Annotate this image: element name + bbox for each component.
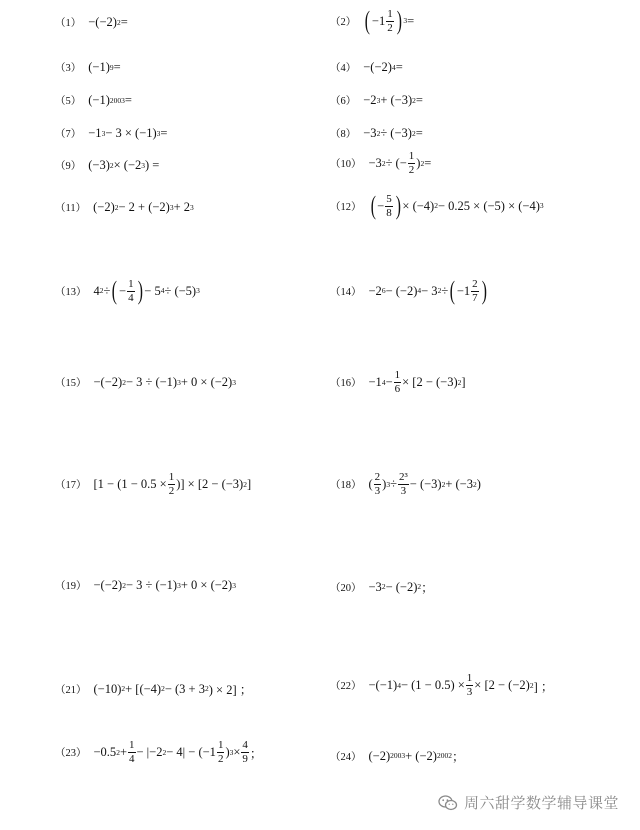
problem-23: （23） −0.5 2 + $\frac{1}{4}$ − |−2 2 − 4| − (−1 $\frac{1}{2}$ ) 3 × $\frac{4}{9}$ ；	[55, 739, 263, 765]
problem-number: （6）	[330, 96, 357, 107]
problem-8: （8） −3 2 ÷ (−3) 2 =	[330, 126, 423, 140]
problem-9: （9） (−3) 2 × (−2 3 ) =	[55, 158, 160, 172]
problem-number: （20）	[330, 582, 362, 594]
problem-18: （18） ( $\frac{2}{3}$ ) 3 ÷ $\frac{\text{2³}}{3}$ − (−3) 2 + (−3 2 )	[330, 471, 481, 497]
problem-number: （10）	[330, 159, 362, 170]
problem-7: （7） −1 3 − 3 × (−1) 3 =	[55, 126, 168, 140]
problem-3: （3） (−1) 9 =	[55, 60, 121, 74]
problem-15: （15） −(−2) 2 − 3 ÷ (−1) 3 + 0 × (−2) 3	[55, 375, 236, 389]
problem-number: （4）	[330, 63, 357, 74]
problem-21: （21） (−10) 2 + [(−4) 2 − (3 + 3 2 ) × 2] ；	[55, 681, 253, 697]
problem-number: （5）	[55, 96, 82, 107]
problem-10: （10） −3 2 ÷ (− $\frac{1}{2}$ ) 2 =	[330, 150, 432, 176]
problem-number: （7）	[55, 129, 82, 140]
problem-number: （23）	[55, 748, 87, 759]
problem-number: （19）	[55, 581, 87, 592]
problem-number: （2）	[330, 16, 357, 28]
problem-19: （19） −(−2) 2 − 3 ÷ (−1) 3 + 0 × (−2) 3	[55, 578, 236, 592]
problem-20: （20） −3 2 − (−2) 2 ；	[330, 579, 434, 595]
problem-22: （22） −(−1) 4 − (1 − 0.5) × $\frac{1}{3}$ × [2 − (−2) 2 ] ；	[330, 672, 554, 698]
problem-12: （12） ( − $\frac{5}{8}$ ) × (−4) 2 − 0.25 × (−5) × (−4) 3	[330, 191, 544, 220]
problem-number: （21）	[55, 684, 87, 696]
problem-2: （2） ( −1 $\frac{1}{2}$ ) 3 =	[330, 6, 415, 35]
problem-number: （13）	[55, 286, 87, 298]
problem-5: （5） (−1) 2003 =	[55, 93, 132, 107]
problem-number: （22）	[330, 681, 362, 692]
problem-number: （12）	[330, 201, 362, 213]
problem-11: （11） (−2) 2 − 2 + (−2) 3 + 2 3	[55, 200, 194, 214]
wechat-icon	[438, 795, 458, 811]
problem-number: （15）	[55, 378, 87, 389]
problem-number: （8）	[330, 129, 357, 140]
problem-number: （11）	[55, 203, 87, 214]
problem-1: （1） −(−2) 2 =	[55, 15, 128, 29]
problem-number: （3）	[55, 63, 82, 74]
problem-24: （24） (−2) 2003 + (−2) 2002 ；	[330, 748, 465, 764]
problem-number: （16）	[330, 378, 362, 389]
problem-13: （13） 4 2 ÷ ( − $\frac{1}{4}$ ) − 5 4 ÷ (−5) 3	[55, 276, 200, 305]
watermark-text: 周六甜学数学辅导课堂	[464, 794, 620, 812]
problem-4: （4） −(−2) 4 =	[330, 60, 403, 74]
problem-number: （1）	[55, 18, 82, 29]
problem-number: （18）	[330, 480, 362, 491]
problem-14: （14） −2 6 − (−2) 4 − 3 2 ÷ ( −1 $\frac{2}{7}$ )	[330, 276, 487, 305]
watermark	[438, 792, 619, 813]
problem-number: （14）	[330, 286, 362, 298]
problem-16: （16） −1 4 − $\frac{1}{6}$ × [2 − (−3) 2 ]	[330, 369, 466, 395]
problem-number: （17）	[55, 480, 87, 491]
problem-number: （9）	[55, 161, 82, 172]
problem-6: （6） −2 3 + (−3) 2 =	[330, 93, 423, 107]
problem-17: （17） [1 − (1 − 0.5 × $\frac{1}{2}$ )] × [2 − (−3) 2 ]	[55, 471, 252, 497]
problem-number: （24）	[330, 751, 362, 763]
